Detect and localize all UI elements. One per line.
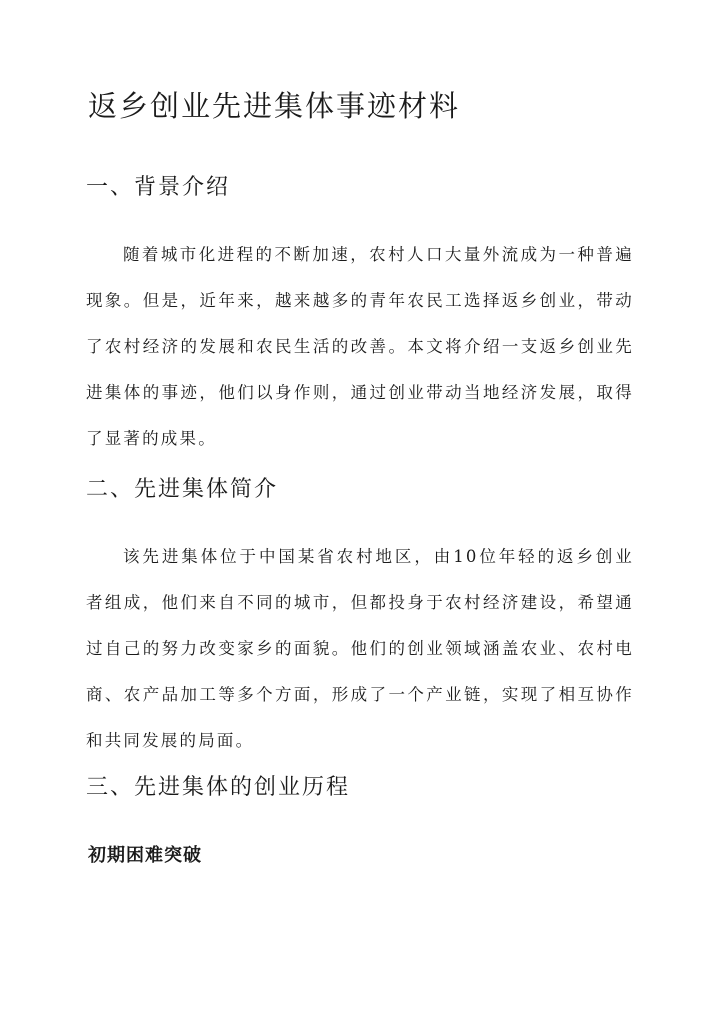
section-heading-background: 一、背景介绍	[86, 175, 231, 200]
section-heading-collective-intro: 二、先进集体简介	[86, 477, 279, 502]
paragraph-background: 随着城市化进程的不断加速，农村人口大量外流成为一种普遍现象。但是，近年来，越来越多的青年农民工选择返乡创业，带动了农村经济的发展和农民生活的改善。本文将介绍一支返乡创业先进集体的事迹，他们以身作则，通过创业带动当地经济发展，取得了显著的成果。	[86, 245, 634, 448]
paragraph-collective-intro: 该先进集体位于中国某省农村地区，由10位年轻的返乡创业者组成，他们来自不同的城市，但都投身于农村经济建设，希望通过自己的努力改变家乡的面貌。他们的创业领域涵盖农业、农村电商、农产品加工等多个方面，形成了一个产业链，实现了相互协作和共同发展的局面。	[86, 547, 634, 750]
subheading-initial-difficulties: 初期困难突破	[88, 845, 202, 866]
section-heading-entrepreneurship-history: 三、先进集体的创业历程	[86, 775, 351, 800]
document-title: 返乡创业先进集体事迹材料	[88, 89, 461, 123]
